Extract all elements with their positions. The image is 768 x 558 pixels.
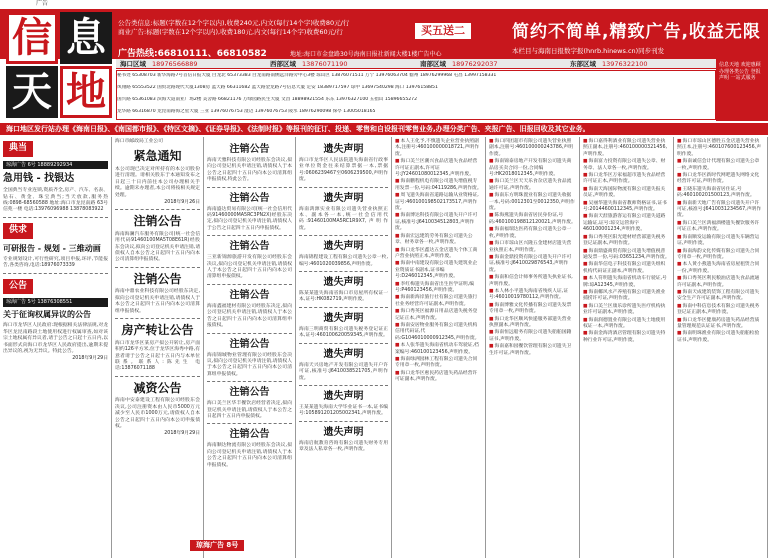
notice-body: 三亚新锦源旅游开发有限公司经股东会决议,拟向公司登记机关申请注销,请债权人于本公告之日起四十五日内向本公司清算组申报债权。: [207, 255, 292, 280]
agent-row: 国兴路 65361083 滨海大道南亚广场2楼 美舍路 66821176 万绿园路民生大厦 文昌 18898921554 乐东 13976327100 五指山 15896655272: [117, 97, 418, 102]
notice-body: 海南天雅科技有限公司经股东会决议,拟向公司登记机关申请注销,请债权人于本公告之日起四十五日内向本公司清算组申报债权,特此公告。: [207, 158, 292, 183]
notice-title: 注销公告: [133, 271, 182, 286]
list-item: ■ 海南新天地广告有限公司遗失开户许可证,核准号:J6410031234567,声明作废。: [677, 201, 764, 220]
ad-phone-badge: 琼海广告 5号 13876308551: [3, 298, 108, 307]
list-item: ■ 海口美兰区鸿福酒楼遗失餐饮服务许可证正本,声明作废。: [677, 221, 764, 234]
notice-title: 遗失声明: [323, 348, 364, 360]
notice-body: 海南鸿源实业有限公司遗失营业执照正本、副本各一本,统一社会信用代码:91460100MA5RC1R9X7,声明作废。: [299, 206, 388, 231]
notice-headline: 关于征询权属异议的公告: [3, 309, 91, 319]
list-item: ■ 海南博达科技有限公司遗失开户许可证,核准号:J6410034512803,声明作废。: [395, 213, 482, 232]
list-item: ■ 海南东方明珠置业有限公司遗失收据一本,号码:0012301至0012350,声明作废。: [489, 193, 576, 212]
list-item: ■ 海口秀英区福源日用品店遗失税务登记证正本,声明作废。: [395, 309, 482, 322]
agent-row: 秘书处 65308703 新华海路7号首信日报大厦 白龙北 65373383 白龙南路南侧远洋路旁中心3楼 琼山区 13876071511 万宁 13976063704 儋州 18976299968 屯昌 13997158331: [117, 73, 497, 78]
list-item: ■ 本人张华遗失海南省机动车驾驶证,档案编号:460100123456,声明作废。: [395, 343, 482, 356]
list-item: ■ 海口美兰区天天乐食杂店遗失食品流通许可证,声明作废。: [489, 179, 576, 192]
region-bar: [116, 59, 768, 69]
footer-badge: 琼海广告 8号: [190, 540, 244, 551]
list-item: ■ 海南顺发运输有限公司遗失车辆营运证,声明作废。: [677, 235, 764, 248]
notice-title: 遗失声明: [323, 390, 364, 402]
notice-title: 注销公告: [229, 192, 270, 204]
ad-headline: 急用钱 - 找银达: [3, 173, 75, 185]
list-item: ■ 海南新海岸旅行社有限公司遗失旅行社业务经营许可证副本,声明作废。: [395, 295, 482, 308]
list-item: ■ 海南诚信会计代理有限公司遗失公章一枚,声明作废。: [677, 159, 764, 172]
logo-char-3: 天: [6, 66, 58, 118]
masthead-pricing: [118, 19, 408, 37]
list-item: ■ 海南福瑞达医药有限公司遗失公章一枚,声明作废。: [489, 227, 576, 240]
side-ad: 信息天地 欢迎惠顾 办理各类公告 登报声明 一站式服务: [716, 59, 768, 121]
list-item: ■ 陈海燕遗失海南省居民身份证,号码:460100198812120021,声明作废。: [489, 213, 576, 226]
page-topline: 广告: [36, 0, 49, 7]
notice-body: 海南中安泰建设工程有限公司经股东会决议,公司注册资本由人民币5000万元减少至人民币1000万元,请债权人自本公告之日起四十五日内向本公司申报债权。: [115, 398, 200, 429]
notice-body: 陈某某遗失海南省海口市房屋所有权证一本,证号:HK082719,声明作废。: [299, 291, 388, 303]
notice-body: 海南中鼎农业科技有限公司经股东决定,拟向公司登记机关申请注销,请债权人于本公告之日起四十五日内向本公司清算组申报债权。: [115, 289, 200, 314]
notice-body: 海南启航教育咨询有限公司遗失财务专用章及法人私章各一枚,声明作废。: [299, 440, 388, 453]
list-item: ■ 海南和信会计师事务所遗失执业证书,声明作废。: [489, 275, 576, 288]
region-haikou: 海口区域 18976566889: [120, 60, 198, 68]
list-item: ■ 海口市琼山区德胜五金店遗失营业执照正本,注册号:460107600123456,声明作废。: [677, 139, 764, 158]
column-4: [296, 137, 392, 558]
list-item: ■ 海南海韵文化传媒有限公司遗失合同专用章一枚,声明作废。: [677, 249, 764, 262]
list-item: ■ 海口龙华区顺风快递服务部遗失营业执照副本,声明作废。: [489, 317, 576, 330]
list-item: ■ 海口龙华区万家福超市遗失食品经营许可证正本,声明作废。: [583, 173, 670, 186]
ad-body: 全国典当专业连锁,资质齐全,房产、汽车、名表、钻石、黄金、珠宝典当;当天放款,服务热线:0898-68560588 地址:海口市龙昆南路 63号信苑一楼 电话:13976096988 13878083922: [3, 188, 108, 213]
notice-body: 海南盛达贸易有限公司(统一社会信用代码91460000MA5RC3PN2X)经股东决定,拟向公司登记机关申请注销,请债权人于公告之日起四十五日内申报债权。: [207, 206, 292, 231]
list-item: ■ 海南博雅文化传播有限公司遗失发票专用章一枚,声明作废。: [489, 303, 576, 316]
slogan-sub: 本栏目与海南日报数字报(hnrb.hinews.cn)同步刊发: [512, 47, 665, 55]
notice-title: 遗失声明: [323, 192, 364, 204]
notice-title: 房产转让公告: [121, 323, 194, 338]
notice-body: 海南天兴房地产开发有限公司遗失开户许可证,核准号:J6410038521705,声明作废。: [299, 362, 388, 381]
list-item: ■ 海口龙华区惠民药店遗失药品经营许可证副本,声明作废。: [395, 371, 482, 384]
region-south: 南部区域 18976292037: [420, 60, 498, 68]
list-item: ■ 海南椰风水产养殖有限公司遗失渔业捕捞许可证,声明作废。: [583, 290, 670, 303]
notice-date: 2018年9月29日: [164, 431, 200, 437]
ad-address: 地址:海口市金盘路30号海南日报社新闻大楼1楼广告中心: [290, 51, 442, 58]
notice-title: 紧急通知: [133, 149, 182, 164]
ad-headline: 可研报告 - 规划 - 三维动画: [3, 243, 101, 253]
distribution-banner: 海口地区发行站办理《海南日报》、《南国都市报》、《特区文摘》、《证券导报》、《法制时报》等报刊的征订、投递、零售和自设报刊零售业务,办理分类广告、夹报广告、旧报回收及其它业务。: [0, 123, 768, 135]
pricing-line-2: 商业广告:标题(字数在12个字以内),收费180元,内文(每行14个字)收费60元/行: [118, 28, 343, 36]
column-3: [204, 137, 296, 558]
notice-title: 注销公告: [229, 144, 270, 155]
ad-phone-badge: 琼海广告 6号 18889292934: [3, 161, 108, 170]
notice-body: 海南海澜汽车服务有限公司(统一社会信用代码91460100MA5T08E61R)经股东会决议,拟向公司登记机关申请注销,请债权人自本公告之日起四十五日内向本公司清算组申报债权。: [115, 231, 200, 263]
notice-title: 注销公告: [229, 387, 270, 399]
list-item: ■ 本人符明遗失海南省机动车行驶证,号牌:琼A12345,声明作废。: [583, 276, 670, 289]
notice-body: 海口市龙华区人民政府:现根据相关法律法规,对龙华区龙昆南路段土地使用权进行权属审查,如对该宗土地权属有异议者,请于公告之日起十五日内,以书面形式向海口市龙华区人民政府提出,逾期未提出异议的,视为无异议。特此公告。: [3, 323, 108, 354]
region-west: 西部区域 13876071190: [270, 60, 348, 68]
agent-table: [116, 70, 716, 120]
list-item: ■ 海口龙华区鑫达五金店遗失个体工商户营业执照正本,声明作废。: [395, 248, 482, 261]
agent-row: 龙华路 66316870 龙昆南路海之星大厦 三亚 13976076753 澄迈 13976076753 陵水 18976290098 保亭 13005018165: [117, 109, 376, 114]
section-head-supply: 供求: [3, 223, 33, 239]
notice-title: 注销公告: [133, 214, 182, 229]
notice-date: 2018年9月26日: [164, 200, 200, 206]
notice-title: 减资公告: [133, 380, 182, 395]
list-item: ■ 海南鹏程机电有限公司遗失增值税专用发票一份,号码:04119286,声明作废。: [395, 179, 482, 192]
list-item: ■ 海口秀英区利民粮油店遗失食品流通许可证副本,声明作废。: [677, 276, 764, 289]
notice-body: 海南三明商贸有限公司遗失税务登记证正本,证号:460100620059345,声明作废。: [299, 326, 388, 339]
notice-body: 海南锦城物业管理有限公司经股东会决议,拟向公司登记机关申请注销,请债权人于本公告之日起四十五日内向本公司清算组申报债权。: [207, 352, 292, 377]
notice-title: 遗失声明: [323, 144, 364, 155]
notice-body: 本公司现已决定对所持有的本公司股份进行清理。请相关股东于本通知发布之日起三十日内前往本公司办理相关手续。逾期未办理者,本公司将按相关规定处理。: [115, 167, 200, 198]
list-item: ■ 本人王化予,不慎遗失企业营业执照副本,注册号:460100000018721,声明作废。: [395, 139, 482, 158]
list-item: ■ 海南富力投资有限公司遗失公章、财务章、法人章各一枚,声明作废。: [583, 159, 670, 172]
notice-title: 注销公告: [229, 338, 270, 350]
list-item: ■ 海南绿洲园林工程有限公司遗失合同专用章一枚,声明作废。: [395, 357, 482, 370]
column-5: [392, 137, 486, 558]
list-item: ■ 王晓东遗失海南省居住证,号码:460100201500123,声明作废。: [677, 187, 764, 200]
notice-body: 海南锦程建设工程有限公司遗失公章一枚,编号:4601020039856,声明作废。: [299, 255, 388, 267]
notice-title: 遗失声明: [323, 277, 364, 289]
list-item: ■ 海南天涯旅游客运有限公司遗失道路运输证,证号:琼交运管海字460100001234,声明作废。: [583, 214, 670, 233]
column-2: [112, 137, 204, 558]
list-item: ■ 海南天海国际物流有限公司遗失报关员证,声明作废。: [583, 187, 670, 200]
list-item: ■ 周飞遗失海南省道路运输从业资格证,证号:460100198502173517,声明作废。: [395, 193, 482, 212]
notice-date: 2018年9月29日: [72, 356, 108, 362]
section-head-announce: 公告: [3, 279, 33, 295]
list-item: ■ 海口秀英区阳光建材经营部遗失税务登记证副本,声明作废。: [583, 235, 670, 248]
column-7: [580, 137, 674, 558]
list-item: ■ 海口嘉得利酒业有限公司遗失营业执照正副本,注册号:460100000321456,声明作废。: [583, 139, 670, 158]
notice-title: 遗失声明: [323, 426, 364, 438]
logo-char-4: 地: [60, 66, 112, 118]
list-item: ■ 海口龙华区健康药房遗失药品经营质量管理规范认证证书,声明作废。: [677, 318, 764, 331]
list-item: ■ 海南恒远船务有限公司遗失船舶国籍证书,声明作废。: [489, 330, 576, 343]
list-item: ■ 本人林小平遗失海南省残疾人证,证号:46010019780112,声明作废。: [489, 289, 576, 302]
notice-body: 海口美兰区华丰餐饮店经营者决定,拟向登记机关申请注销,请债权人于本公告之日起四十五日内申报债权。: [207, 401, 292, 419]
notice-title: 遗失声明: [323, 312, 364, 324]
section-logo: [6, 12, 116, 124]
pricing-line-1: 公告类信息:标题(字数在12个字以内),收费240元,内文(每行14个字)收费80元/行: [118, 19, 350, 27]
list-item: ■ 海南润德置业有限公司遗失土地使用权证一本,声明作废。: [583, 318, 670, 331]
list-item: ■ 海南金海湾酒店管理有限公司遗失特种行业许可证,声明作废。: [583, 331, 670, 344]
column-6: [486, 137, 580, 558]
ad-hotline: 广告热线:66810111、66810582: [118, 49, 267, 59]
notice-body: 海南鑫福建材有限公司经股东决定,拟向公司登记机关申请注销,请债权人于本公告之日起四十五日内向本公司清算组申报债权。: [207, 303, 292, 329]
notice-body: 海口市龙华区某房产拟公开转让,房产面积约126平方米,位于龙华区海秀中路,有意者请于公告之日起十五日内与本单位联系。联系人:陈先生 电话:13876071188: [115, 340, 200, 372]
column-8: [674, 137, 768, 558]
list-item: ■ 吴丽华遗失海南省教师资格证书,证书号:20144600112345,声明作废。: [583, 201, 670, 214]
logo-char-1: 信: [6, 12, 58, 64]
slogan: 简约不简单,精致广告,收益无限: [512, 22, 761, 42]
list-item: ■ 海口龙华区新时代网吧遗失网络文化经营许可证,声明作废。: [677, 173, 764, 186]
list-item: ■ 海口四团超市有限公司遗失营业执照副本,注册号:460100000243786,声明作废。: [489, 139, 576, 158]
list-item: ■ 李红梅遗失海南省出生医学证明,编号:P460123456,声明作废。: [395, 282, 482, 295]
list-item: ■ 海南安居物业服务有限公司遗失机构信用代码证,代码:G1046010000912345,声明作废。: [395, 323, 482, 342]
section-head-pawn: 典当: [3, 141, 33, 157]
list-item: ■ 海南鼎盛商贸有限公司遗失增值税普通发票一份,号码:03651234,声明作废。: [583, 249, 670, 262]
ad-body: 专业规划设计,可行性研究,项目申报,环评,节能报告,各类咨询,电话:18976073339: [3, 256, 108, 269]
notice-org: 海口市邮政局工业公司: [115, 139, 163, 144]
notice-title: 注销公告: [229, 241, 270, 253]
list-item: ■ 海南天成建筑装饰工程有限公司遗失安全生产许可证副本,声明作废。: [677, 290, 764, 303]
list-item: ■ 海南金鼎投资有限公司遗失开户许可证,核准号:J6410029876543,声明作废。: [489, 255, 576, 274]
list-item: ■ 海南宏远建筑劳务有限公司遗失公章、财务章各一枚,声明作废。: [395, 234, 482, 247]
logo-char-2: 息: [60, 12, 112, 64]
list-item: ■ 海口美兰区康乐诊所遗失医疗机构执业许可证副本,声明作废。: [583, 304, 670, 317]
region-east: 东部区域 13976322100: [570, 60, 648, 68]
list-item: ■ 海南明珠渔业有限公司遗失船舶检验证书,声明作废。: [677, 331, 764, 344]
agent-row: 凤翔路 65553522 国贸北路现代大厦1308房 蓝天路 66311682 蓝天路金龙路7号信息大厦 定安 18389717597 琼中 13697540298 海口 13976158851: [117, 85, 438, 90]
notice-title: 遗失声明: [323, 241, 364, 253]
list-item: ■ 海南锦泰房地产开发有限公司遗失商品房买卖合同一份,合同编号:HK2018012345,声明作废。: [489, 159, 576, 178]
promo-badge: 买五送二: [415, 23, 471, 39]
list-item: ■ 海南华信电子科技有限公司遗失组织机构代码证正副本,声明作废。: [583, 262, 670, 275]
notice-title: 注销公告: [229, 289, 270, 301]
notice-body: 王某某遗失海南大学毕业证书一本,证书编号:105891201205002341,声明作废。: [299, 404, 388, 417]
column-1: [0, 137, 112, 558]
list-item: ■ 本人黄小燕遗失海南省房屋租赁合同一份,声明作废。: [677, 262, 764, 275]
notice-body: 海口市龙华区人民法院遗失海南省行政事业单位资金往来结算票据一本,票据号:0606239467至0606239500,声明作废。: [299, 158, 388, 183]
list-item: ■ 海南嘉和园餐饮管理有限公司遗失卫生许可证,声明作废。: [489, 344, 576, 357]
notice-body: 海南顺达物流有限公司经股东会决议,拟向公司登记机关申请注销,请债权人于本公告之日起四十五日内向本公司清算组申报债权。: [207, 443, 292, 468]
list-item: ■ 海口市琼山区兴隆五金建材店遗失营业执照正本,声明作废。: [489, 241, 576, 254]
notice-title: 注销公告: [229, 429, 270, 441]
list-item: ■ 海南中南建设有限公司遗失建筑业企业资质证书副本,证书编号:D246012345,声明作废。: [395, 261, 482, 280]
list-item: ■ 海南中科信息技术有限公司遗失税务登记证正副本,声明作废。: [677, 304, 764, 317]
list-item: ■ 海口美兰区潮兴食品店遗失食品经营许可证正副本,许可证号:JY24601080012345,声明作废。: [395, 159, 482, 178]
